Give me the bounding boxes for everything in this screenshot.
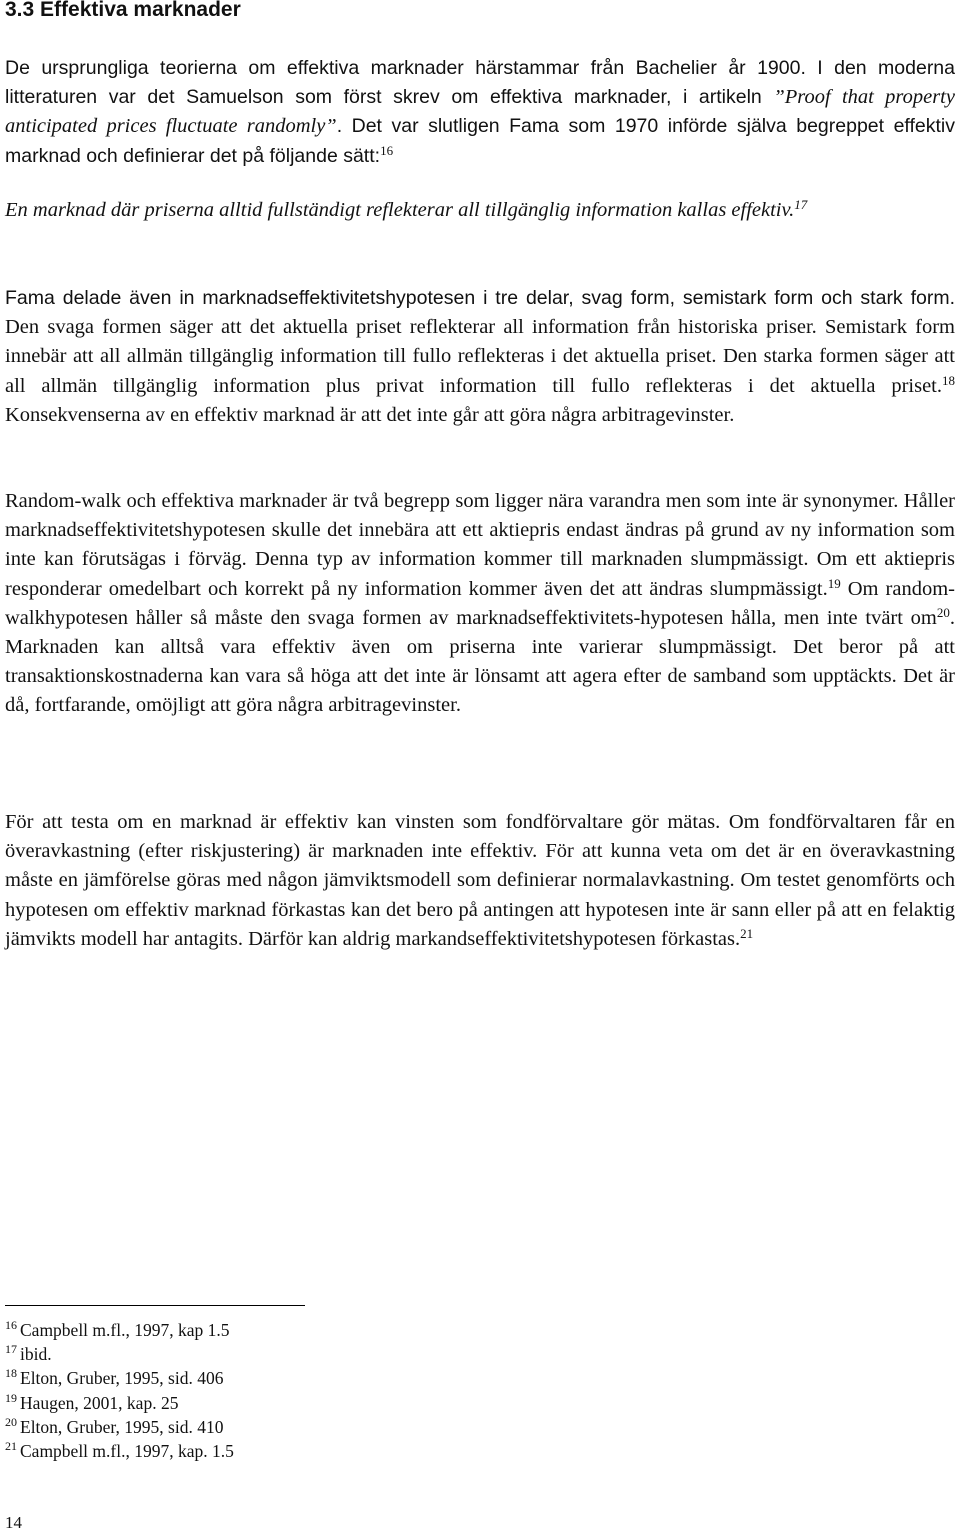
- footnote-ref: 16: [380, 142, 394, 158]
- paragraph-origins: De ursprungliga teorierna om effektiva marknader härstammar från Bachelier år 1900. I den moderna litteraturen var det Samuelson som först skrev om effektiva marknader, i artikeln ”Proof that property anticipated prices fluctuate randomly”. Det var slutligen Fama som 1970 införde själva begreppet effektiv marknad och definierar det på följande sätt:$^{16}$: [5, 57, 955, 167]
- footnote-ref: 21: [740, 925, 754, 941]
- footnote-ref: 20: [936, 604, 950, 620]
- footnote: $^{18}$ Elton, Gruber, 1995, sid. 406: [5, 1366, 224, 1389]
- article-title: ”Proof that property anticipated prices fluctuate randomly”: [5, 86, 955, 138]
- definition-quote: En marknad där priserna alltid fullständigt reflekterar all tillgänglig information kallas effektiv.$^{17}$: [5, 197, 808, 221]
- footnote: $^{17}$ ibid.: [5, 1342, 52, 1365]
- footnote-separator: [5, 1305, 305, 1306]
- footnote: $^{19}$ Haugen, 2001, kap. 25: [5, 1390, 179, 1413]
- paragraph-forms: Fama delade även in marknadseffektivitetshypotesen i tre delar, svag form, semistark form och stark form. Den svaga formen säger att det aktuella priset reflekterar all information från historiska priser. Semistark form innebär att all allmän tillgänglig information till fullo reflekteras i det aktuella priset. Den starka formen säger att all allmän tillgänglig information plus privat information till fullo reflekteras i det aktuella priset.$^{18}$ Konsekvenserna av en effektiv marknad är att det inte går att göra några arbitragevinster.: [5, 287, 955, 426]
- footnote-ref: 17: [794, 197, 808, 212]
- footnote: $^{20}$ Elton, Gruber, 1995, sid. 410: [5, 1414, 224, 1437]
- footnote: $^{16}$ Campbell m.fl., 1997, kap 1.5: [5, 1318, 230, 1340]
- footnote: $^{21}$ Campbell m.fl., 1997, kap. 1.5: [5, 1439, 234, 1462]
- page-number: 14: [5, 1513, 22, 1532]
- section-heading: 3.3 Effektiva marknader: [5, 0, 241, 21]
- footnote-ref: 18: [942, 372, 955, 388]
- footnotes: [5, 1318, 234, 1463]
- footnote-ref: 19: [827, 575, 841, 591]
- paragraph-random-walk: Random-walk och effektiva marknader är två begrepp som ligger nära varandra men som inte är synonymer. Håller marknadseffektivitetshypotesen skulle det innebära att ett aktiepris endast ändras på grund av ny information som inte kan förutsägas i förväg. Denna typ av information kommer till marknaden slumpmässigt. Om ett aktiepris responderar omedelbart och korrekt på ny information kommer även det att ändras slumpmässigt.$^{19}$ Om random-walkhypotesen håller så måste den svaga formen av marknadseffektivitets-hypotesen hålla, men inte tvärt $om^{20}$. Marknaden kan alltså vara effektiv även om priserna inte varierar slumpmässigt. Det beror på att transaktionskostnaderna kan vara så höga att det inte är lönsamt att agera efter de samband som upptäckts. Det är då, fortfarande, omöjligt att göra några arbitragevinster.: [5, 490, 955, 717]
- paragraph-testing: För att testa om en marknad är effektiv kan vinsten som fondförvaltare gör mätas. Om fondförvaltaren får en överavkastning (efter riskjustering) är marknaden inte effektiv. För att kunna veta om det är en överavkastning måste en jämförelse göras med någon jämviktsmodell som definierar normalavkastning. Om testet genomförts och hypotesen om effektiv marknad förkastas kan det bero på antingen att hypotesen inte är sann eller på att en felaktig jämvikts modell har antagits. Därför kan aldrig markandseffektivitetshypotesen förkastas.$^{21}$: [5, 811, 955, 950]
